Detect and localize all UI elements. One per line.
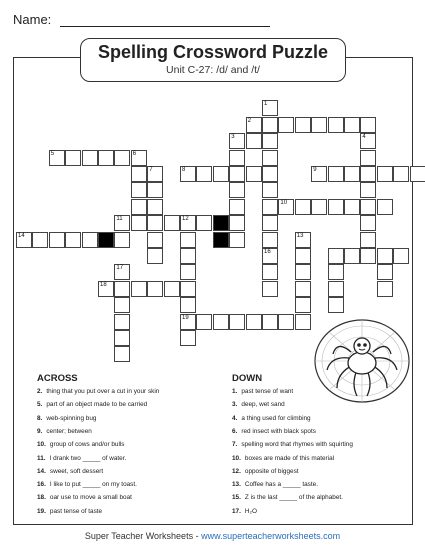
clue-text: group of cows and/or bulls <box>49 441 125 449</box>
crossword-cell[interactable] <box>262 232 278 248</box>
clue-number: 12 <box>182 216 189 223</box>
crossword-cell[interactable] <box>262 182 278 198</box>
crossword-cell[interactable] <box>147 232 163 248</box>
clue-text: center; between <box>46 427 92 435</box>
crossword-cell[interactable] <box>262 100 278 116</box>
crossword-cell[interactable] <box>360 232 376 248</box>
clue-item <box>232 455 334 462</box>
crossword-cell[interactable] <box>164 281 180 297</box>
clue-text: thing that you put over a cut in your skin <box>46 388 160 395</box>
clue-number: 18 <box>100 281 107 288</box>
crossword-cell[interactable] <box>65 150 81 166</box>
clue-num: 5. <box>37 401 43 409</box>
crossword-cell[interactable] <box>360 133 376 149</box>
crossword-cell[interactable] <box>98 281 114 297</box>
crossword-cell[interactable] <box>114 281 130 297</box>
crossword-cell[interactable] <box>196 215 212 231</box>
crossword-cell[interactable] <box>49 232 65 248</box>
clue-text: past tense of taste <box>49 507 103 515</box>
clue-number: 14 <box>18 232 25 239</box>
crossword-cell[interactable] <box>147 166 163 182</box>
clue-item <box>232 468 299 475</box>
clue-number: 1 <box>264 101 268 108</box>
crossword-cell[interactable] <box>262 248 278 264</box>
clue-number: 2 <box>247 117 251 124</box>
crossword-cell[interactable] <box>147 281 163 297</box>
clue-text: boxes are made of this material <box>244 454 335 462</box>
clue-num: 10. <box>37 441 46 449</box>
crossword-cell[interactable] <box>196 314 212 330</box>
clue-text: red insect with black spots <box>241 427 316 435</box>
crossword-cell[interactable] <box>246 314 262 330</box>
black-cell <box>213 232 229 248</box>
clue-item <box>37 508 102 515</box>
crossword-cell[interactable] <box>311 166 327 182</box>
crossword-cell[interactable] <box>114 314 130 330</box>
crossword-cell[interactable] <box>147 248 163 264</box>
name-label: Name: <box>13 12 52 27</box>
clue-text: H₂O <box>244 507 257 515</box>
crossword-cell[interactable] <box>278 199 294 215</box>
clue-number: 6 <box>132 150 137 157</box>
crossword-cell[interactable] <box>328 166 344 182</box>
clue-item <box>37 481 137 488</box>
crossword-cell[interactable] <box>262 166 278 182</box>
clue-item <box>232 428 316 435</box>
clue-text: Z is the last _____ of the alphabet. <box>244 494 343 502</box>
clue-num: 7. <box>232 441 238 449</box>
spider-on-web-icon <box>313 318 411 404</box>
crossword-cell[interactable] <box>65 232 81 248</box>
crossword-cell[interactable] <box>278 117 294 133</box>
clue-item <box>232 494 343 501</box>
crossword-cell[interactable] <box>213 314 229 330</box>
crossword-cell[interactable] <box>360 150 376 166</box>
crossword-cell[interactable] <box>131 182 147 198</box>
clue-number: 5 <box>50 150 55 157</box>
clue-number: 8 <box>182 167 186 173</box>
name-line[interactable] <box>60 26 270 27</box>
crossword-cell[interactable] <box>131 281 147 297</box>
black-cell <box>213 215 229 231</box>
crossword-cell[interactable] <box>229 215 245 231</box>
across-heading: ACROSS <box>37 373 78 384</box>
clue-text: sweet, soft dessert <box>49 467 104 475</box>
crossword-cell[interactable] <box>114 297 130 313</box>
crossword-cell[interactable] <box>180 264 196 280</box>
clue-num: 14. <box>37 467 46 475</box>
crossword-cell[interactable] <box>147 215 163 231</box>
crossword-cell[interactable] <box>262 117 278 133</box>
crossword-cell[interactable] <box>360 248 376 264</box>
crossword-cell[interactable] <box>262 133 278 149</box>
clue-item <box>232 415 311 422</box>
crossword-cell[interactable] <box>131 166 147 182</box>
clue-num: 16. <box>37 481 46 489</box>
clue-number: 13 <box>296 232 304 239</box>
clue-num: 9. <box>37 427 43 435</box>
crossword-cell[interactable] <box>311 117 327 133</box>
crossword-cell[interactable] <box>344 199 360 215</box>
crossword-cell[interactable] <box>131 199 147 215</box>
crossword-cell[interactable] <box>344 117 360 133</box>
crossword-cell[interactable] <box>295 264 311 280</box>
clue-number: 11 <box>116 216 123 223</box>
footer-url-link[interactable]: www.superteacherworksheets.com <box>201 531 341 541</box>
crossword-cell[interactable] <box>131 215 147 231</box>
crossword-cell[interactable] <box>328 297 344 313</box>
crossword-cell[interactable] <box>328 248 344 264</box>
clue-num: 10. <box>232 454 241 462</box>
crossword-cell[interactable] <box>377 166 393 182</box>
clue-number: 10 <box>280 199 288 206</box>
crossword-cell[interactable] <box>377 281 393 297</box>
crossword-cell[interactable] <box>229 150 245 166</box>
crossword-cell[interactable] <box>16 232 32 248</box>
crossword-cell[interactable] <box>377 264 393 280</box>
clue-number: 7 <box>149 167 153 173</box>
crossword-cell[interactable] <box>328 117 344 133</box>
crossword-cell[interactable] <box>393 166 409 182</box>
crossword-cell[interactable] <box>180 314 196 330</box>
crossword-cell[interactable] <box>114 232 130 248</box>
clue-item <box>37 428 92 435</box>
clue-text: Coffee has a _____ taste. <box>244 481 318 489</box>
crossword-cell[interactable] <box>262 215 278 231</box>
crossword-cell[interactable] <box>180 166 196 182</box>
crossword-cell[interactable] <box>114 346 130 362</box>
crossword-cell[interactable] <box>114 150 130 166</box>
clue-text: a thing used for climbing <box>241 414 311 422</box>
crossword-cell[interactable] <box>393 248 409 264</box>
crossword-cell[interactable] <box>295 232 311 248</box>
page-subtitle: Unit C-27: /d/ and /t/ <box>166 64 260 76</box>
crossword-cell[interactable] <box>295 297 311 313</box>
clue-num: 8. <box>37 414 43 422</box>
crossword-cell[interactable] <box>229 133 245 149</box>
clue-num: 2. <box>37 388 43 395</box>
clue-num: 17. <box>232 507 241 515</box>
clue-num: 19. <box>37 507 46 515</box>
crossword-cell[interactable] <box>246 117 262 133</box>
footer-brand: Super Teacher Worksheets - <box>84 531 202 541</box>
crossword-cell[interactable] <box>410 166 425 182</box>
clue-text: deep, wet sand <box>241 401 285 409</box>
crossword-cell[interactable] <box>295 314 311 330</box>
clue-item <box>37 468 103 475</box>
crossword-cell[interactable] <box>49 150 65 166</box>
clue-num: 18. <box>37 494 46 502</box>
clue-item <box>232 441 353 448</box>
crossword-cell[interactable] <box>114 215 130 231</box>
crossword-cell[interactable] <box>360 117 376 133</box>
crossword-cell[interactable] <box>246 166 262 182</box>
crossword-cell[interactable] <box>229 199 245 215</box>
crossword-cell[interactable] <box>295 248 311 264</box>
crossword-cell[interactable] <box>229 314 245 330</box>
clue-item <box>37 455 126 462</box>
clue-num: 11. <box>37 454 46 462</box>
crossword-cell[interactable] <box>82 232 98 248</box>
clue-num: 1. <box>232 388 238 395</box>
clue-num: 15. <box>232 494 241 502</box>
clue-item <box>232 388 293 395</box>
clue-num: 12. <box>232 467 241 475</box>
crossword-cell[interactable] <box>32 232 48 248</box>
crossword-cell[interactable] <box>328 264 344 280</box>
crossword-cell[interactable] <box>147 182 163 198</box>
crossword-cell[interactable] <box>147 199 163 215</box>
crossword-cell[interactable] <box>295 281 311 297</box>
clue-text: opposite of biggest <box>244 467 299 475</box>
clue-number: 17 <box>116 265 124 272</box>
crossword-cell[interactable] <box>229 166 245 182</box>
clue-item <box>232 508 257 515</box>
crossword-cell[interactable] <box>114 330 130 346</box>
crossword-cell[interactable] <box>131 150 147 166</box>
crossword-cell[interactable] <box>262 199 278 215</box>
clue-item <box>232 401 285 408</box>
clue-number: 19 <box>182 314 189 321</box>
crossword-cell[interactable] <box>328 199 344 215</box>
clue-number: 16 <box>264 249 271 255</box>
clue-num: 4. <box>232 414 238 422</box>
clue-item <box>37 494 132 501</box>
crossword-cell[interactable] <box>196 166 212 182</box>
clue-number: 3 <box>231 134 235 141</box>
page-title: Spelling Crossword Puzzle <box>97 42 329 62</box>
clue-number: 9 <box>313 167 317 173</box>
crossword-cell[interactable] <box>328 281 344 297</box>
crossword-cell[interactable] <box>344 248 360 264</box>
clue-text: web-spinning bug <box>46 414 97 422</box>
crossword-cell[interactable] <box>164 215 180 231</box>
crossword-cell[interactable] <box>344 166 360 182</box>
crossword-cell[interactable] <box>180 232 196 248</box>
crossword-cell[interactable] <box>98 150 114 166</box>
crossword-cell[interactable] <box>360 166 376 182</box>
clue-text: spelling word that rhymes with squirting <box>241 441 353 449</box>
crossword-cell[interactable] <box>180 330 196 346</box>
crossword-cell[interactable] <box>377 199 393 215</box>
crossword-cell[interactable] <box>377 248 393 264</box>
crossword-cell[interactable] <box>262 314 278 330</box>
clue-item <box>37 388 159 395</box>
clue-item <box>232 481 318 488</box>
crossword-cell[interactable] <box>114 264 130 280</box>
crossword-cell[interactable] <box>360 182 376 198</box>
crossword-cell[interactable] <box>262 281 278 297</box>
clue-item <box>37 401 147 408</box>
clue-text: I like to put _____ on my toast. <box>49 481 137 489</box>
crossword-cell[interactable] <box>180 215 196 231</box>
clue-number: 4 <box>362 134 366 141</box>
crossword-cell[interactable] <box>295 117 311 133</box>
clue-num: 6. <box>232 427 238 435</box>
clue-num: 13. <box>232 481 241 489</box>
clue-item <box>37 441 125 448</box>
clue-item <box>37 415 96 422</box>
title-box <box>80 38 346 82</box>
crossword-cell[interactable] <box>311 199 327 215</box>
down-heading: DOWN <box>232 373 263 384</box>
crossword-cell[interactable] <box>82 150 98 166</box>
crossword-cell[interactable] <box>246 133 262 149</box>
crossword-cell[interactable] <box>180 248 196 264</box>
crossword-cell[interactable] <box>229 182 245 198</box>
clue-text: part of an object made to be carried <box>46 401 148 409</box>
crossword-cell[interactable] <box>262 150 278 166</box>
clue-text: I drank two _____ of water. <box>49 454 127 462</box>
crossword-cell[interactable] <box>278 314 294 330</box>
crossword-cell[interactable] <box>295 199 311 215</box>
crossword-cell[interactable] <box>229 232 245 248</box>
crossword-cell[interactable] <box>180 297 196 313</box>
crossword-cell[interactable] <box>262 264 278 280</box>
clue-text: past tense of want <box>241 388 294 395</box>
clue-text: oar use to move a small boat <box>49 494 132 502</box>
crossword-cell[interactable] <box>360 199 376 215</box>
footer <box>0 531 425 541</box>
crossword-cell[interactable] <box>360 215 376 231</box>
crossword-cell[interactable] <box>213 166 229 182</box>
black-cell <box>98 232 114 248</box>
crossword-cell[interactable] <box>180 281 196 297</box>
clue-num: 3. <box>232 401 238 409</box>
